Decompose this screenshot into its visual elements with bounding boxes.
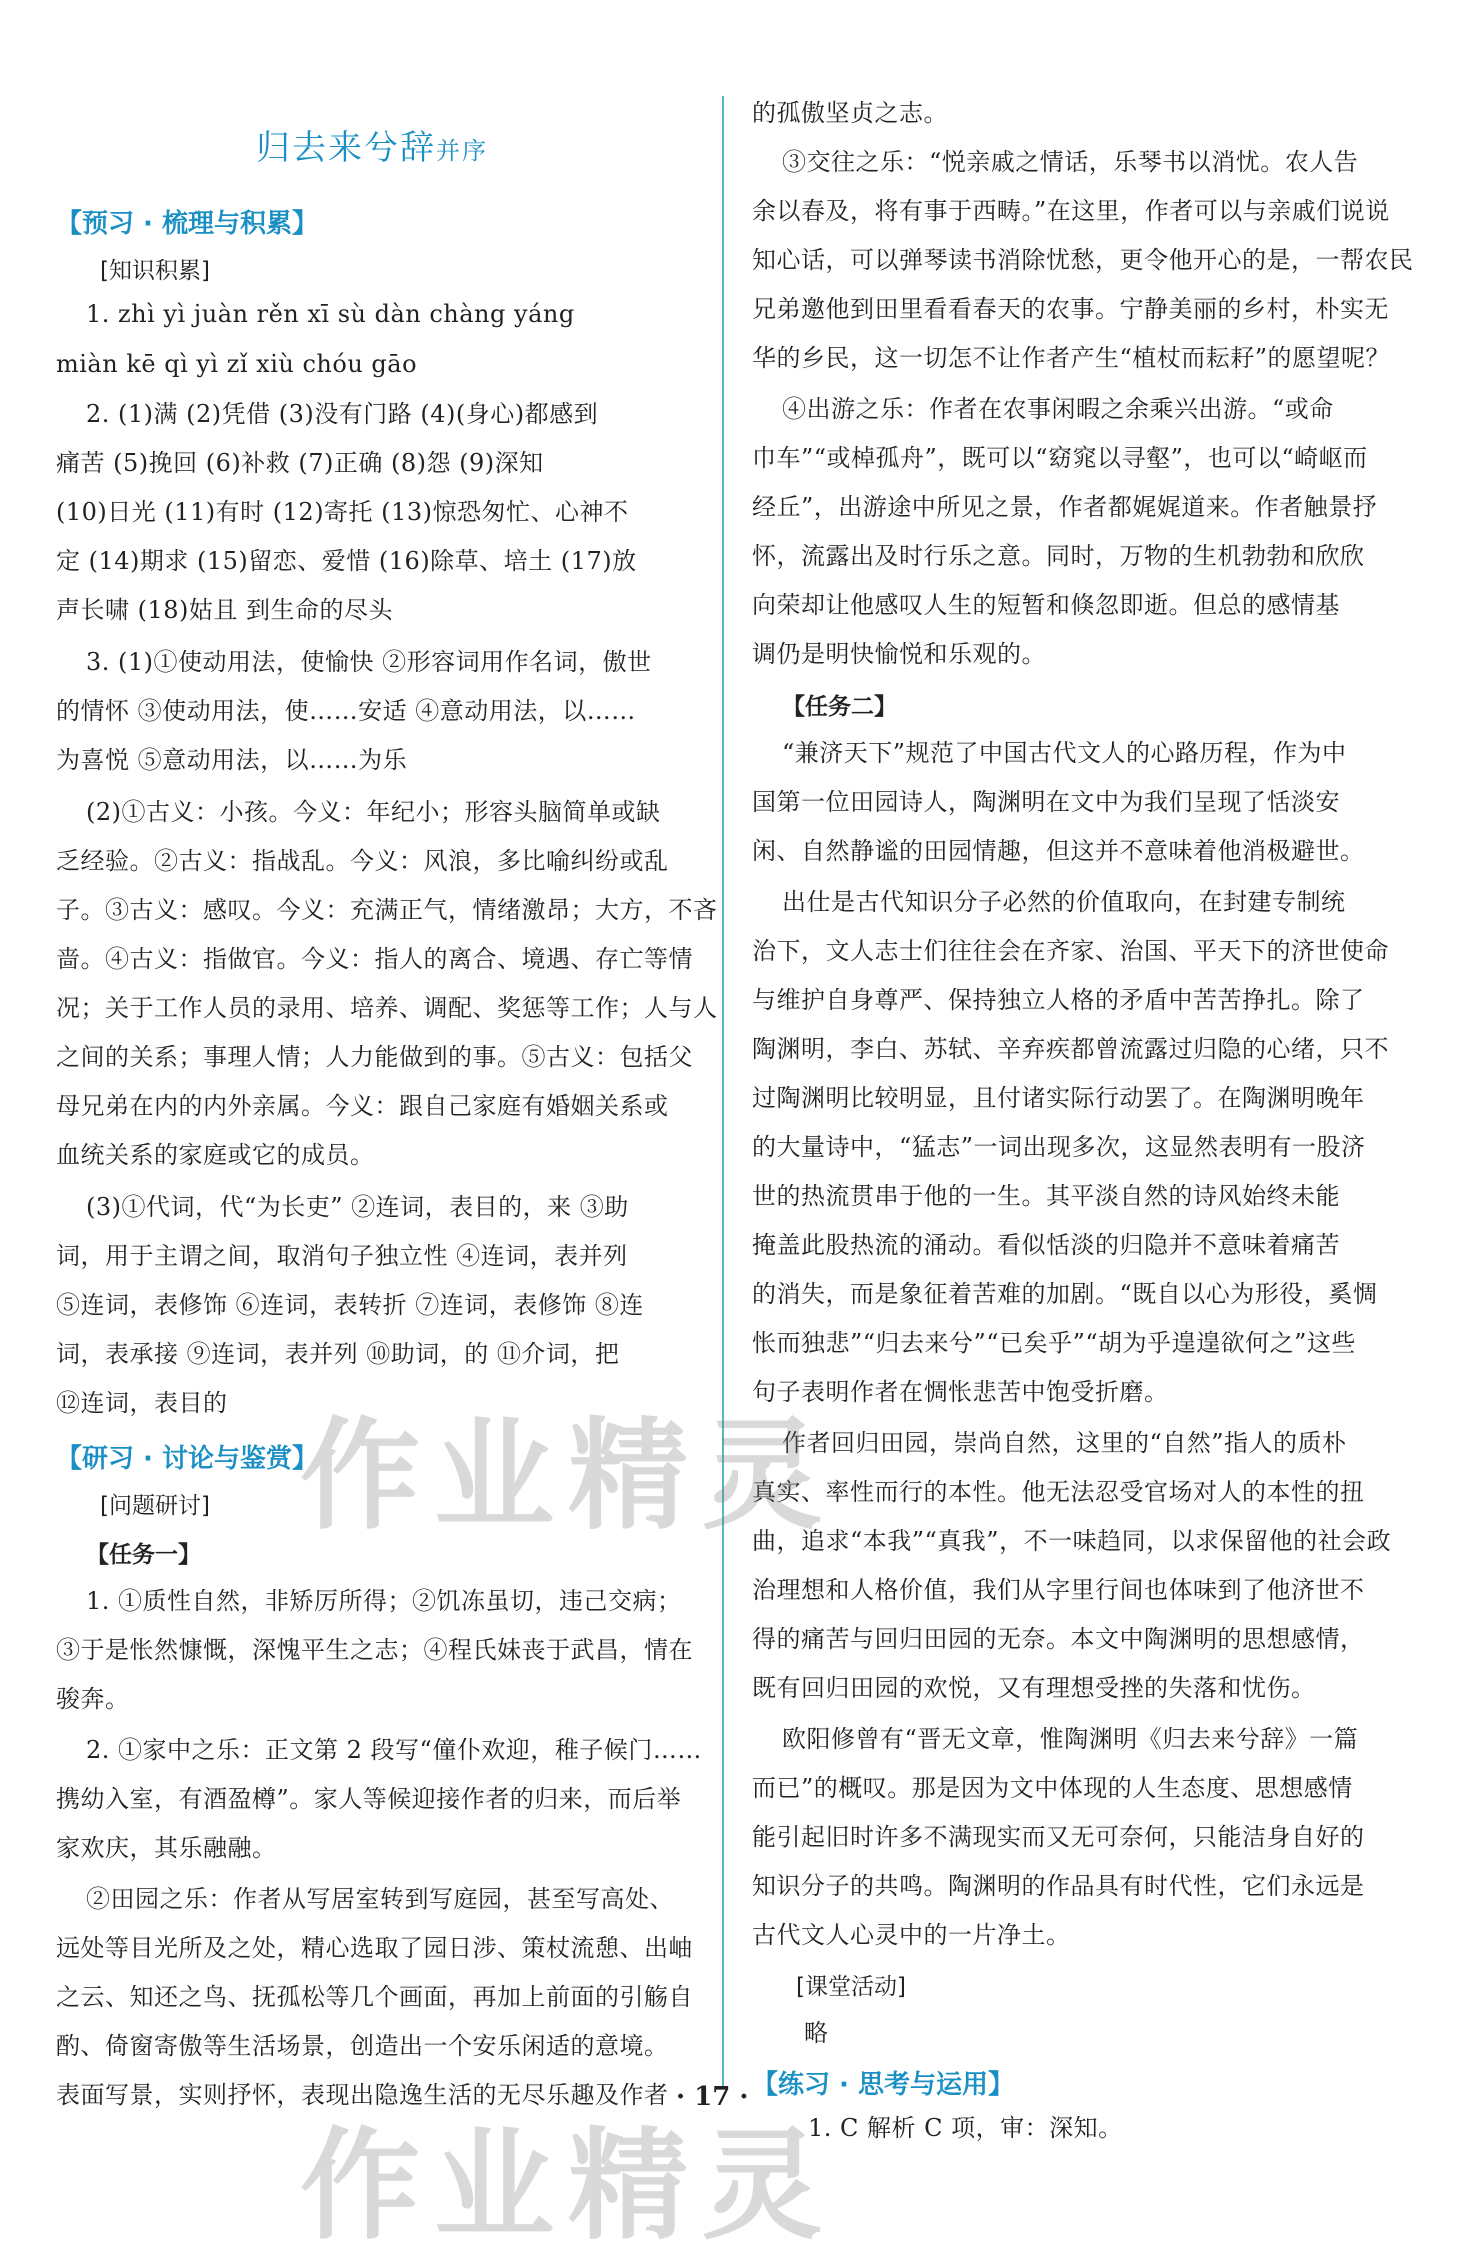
- text-line: 余以春及，将有事于西畴。”在这里，作者可以与亲戚们说说: [752, 197, 1390, 225]
- text-line: 之间的关系；事理人情；人力能做到的事。⑤古义：包括父: [56, 1043, 693, 1071]
- task-two-heading: 【任务二】: [782, 694, 897, 720]
- subheading-discussion: [问题研讨]: [100, 1493, 210, 1519]
- title-text: 归去来兮辞: [256, 128, 436, 168]
- text-line: 血统关系的家庭或它的成员。: [56, 1141, 375, 1169]
- text-line: ④出游之乐：作者在农事闲暇之余乘兴出游。“或命: [782, 395, 1334, 423]
- text-line: 兄弟邀他到田里看看春天的农事。宁静美丽的乡村，朴实无: [752, 295, 1389, 323]
- text-line: 古代文人心灵中的一片净土。: [752, 1921, 1071, 1949]
- watermark: 作业精灵: [300, 1407, 836, 1546]
- text-line: 真实、率性而行的本性。他无法忍受官场对人的本性的扭: [752, 1478, 1365, 1506]
- section-heading-preview: 【预习 · 梳理与积累】: [56, 209, 318, 239]
- text-line: ②田园之乐：作者从写居室转到写庭园，甚至写高处、: [86, 1885, 674, 1913]
- text-line: 家欢庆，其乐融融。: [56, 1834, 277, 1862]
- text-line: 3. (1)①使动用法，使愉快 ②形容词用作名词，傲世: [86, 648, 652, 676]
- text-line: 向荣却让他感叹人生的短暂和倏忽即逝。但总的感情基: [752, 591, 1340, 619]
- text-line: 词，表承接 ⑨连词，表并列 ⑩助词，的 ⑪介词，把: [56, 1340, 620, 1368]
- title-suffix: 并序: [436, 137, 488, 165]
- right-column: [752, 0, 1414, 2216]
- text-line: 经丘”，出游途中所见之景，作者都娓娓道来。作者触景抒: [752, 493, 1378, 521]
- text-line: 调仍是明快愉悦和乐观的。: [752, 640, 1046, 668]
- text-line: 的孤傲坚贞之志。: [752, 99, 948, 127]
- text-line: 声长啸 (18)姑且 到生命的尽头: [56, 596, 394, 624]
- text-line: 作者回归田园，崇尚自然，这里的“自然”指人的质朴: [782, 1429, 1347, 1457]
- text-line: 华的乡民，这一切怎不让作者产生“植杖而耘耔”的愿望呢？: [752, 344, 1391, 372]
- left-column: [56, 0, 718, 2216]
- task-one-heading: 【任务一】: [86, 1542, 201, 1568]
- text-line: (2)①古义：小孩。今义：年纪小；形容头脑简单或缺: [86, 798, 661, 826]
- text-line: 怀，流露出及时行乐之意。同时，万物的生机勃勃和欣欣: [752, 542, 1365, 570]
- text-line: 痛苦 (5)挽回 (6)补救 (7)正确 (8)怨 (9)深知: [56, 449, 544, 477]
- text-line: 啬。④古义：指做官。今义：指人的离合、境遇、存亡等情: [56, 945, 693, 973]
- text-line: 的消失，而是象征着苦难的加剧。“既自以心为形役，奚惆: [752, 1280, 1378, 1308]
- text-line: 携幼入室，有酒盈樽”。家人等候迎接作者的归来，而后举: [56, 1785, 682, 1813]
- text-line: 母兄弟在内的内外亲属。今义：跟自己家庭有婚姻关系或: [56, 1092, 669, 1120]
- text-line: 2. (1)满 (2)凭借 (3)没有门路 (4)(身心)都感到: [86, 400, 599, 428]
- column-divider: [722, 96, 724, 2086]
- text-line: 既有回归田园的欢悦，又有理想受挫的失落和忧伤。: [752, 1674, 1316, 1702]
- text-line: ③于是怅然慷慨，深愧平生之志；④程氏妹丧于武昌，情在: [56, 1636, 693, 1664]
- text-line: 句子表明作者在惆怅悲苦中饱受折磨。: [752, 1378, 1169, 1406]
- text-line: 乏经验。②古义：指战乱。今义：风浪，多比喻纠纷或乱: [56, 847, 669, 875]
- subheading-knowledge: [知识积累]: [100, 258, 210, 284]
- text-line: ③交往之乐：“悦亲戚之情话，乐琴书以消忧。农人告: [782, 148, 1359, 176]
- text-line: 国第一位田园诗人，陶渊明在文中为我们呈现了恬淡安: [752, 788, 1340, 816]
- text-line: 略: [804, 2019, 829, 2047]
- text-line: 子。③古义：感叹。今义：充满正气，情绪激昂；大方，不吝: [56, 896, 718, 924]
- text-line: “兼济天下”规范了中国古代文人的心路历程，作为中: [782, 739, 1347, 767]
- text-line: 词，用于主谓之间，取消句子独立性 ④连词，表并列: [56, 1242, 628, 1270]
- text-line: 过陶渊明比较明显，且付诸实际行动罢了。在陶渊明晚年: [752, 1084, 1365, 1112]
- section-heading-study: 【研习 · 讨论与鉴赏】: [56, 1444, 318, 1474]
- text-line: miàn kē qì yì zǐ xiù chóu gāo: [56, 350, 418, 378]
- text-line: 掩盖此股热流的涌动。看似恬淡的归隐并不意味着痛苦: [752, 1231, 1340, 1259]
- text-line: 怅而独悲”“归去来兮”“已矣乎”“胡为乎遑遑欲何之”这些: [752, 1329, 1356, 1357]
- text-line: ⑫连词，表目的: [56, 1389, 228, 1417]
- text-line: 1. zhì yì juàn rěn xī sù dàn chàng yáng: [86, 300, 575, 328]
- text-line: 曲，追求“本我”“真我”，不一味趋同，以求保留他的社会政: [752, 1527, 1392, 1555]
- text-line: 2. ①家中之乐：正文第 2 段写“僮仆欢迎，稚子候门……: [86, 1736, 702, 1764]
- text-line: 治理想和人格价值，我们从字里行间也体味到了他济世不: [752, 1576, 1365, 1604]
- text-line: 出仕是古代知识分子必然的价值取向，在封建专制统: [782, 888, 1346, 916]
- section-heading-practice: 【练习 · 思考与运用】: [752, 2070, 1014, 2100]
- text-line: 闲、自然静谧的田园情趣，但这并不意味着他消极避世。: [752, 837, 1365, 865]
- page-title: [256, 120, 488, 169]
- text-line: 表面写景，实则抒怀，表现出隐逸生活的无尽乐趣及作者: [56, 2081, 669, 2109]
- watermark: 作业精灵: [300, 2117, 836, 2256]
- text-line: 治下，文人志士们往往会在齐家、治国、平天下的济世使命: [752, 937, 1389, 965]
- text-line: (10)日光 (11)有时 (12)寄托 (13)惊恐匆忙、心神不: [56, 498, 629, 526]
- text-line: 得的痛苦与回归田园的无奈。本文中陶渊明的思想感情，: [752, 1625, 1365, 1653]
- subheading-class-activity: [课堂活动]: [796, 1974, 906, 2000]
- text-line: 巾车”“或棹孤舟”，既可以“窈窕以寻壑”，也可以“崎岖而: [752, 444, 1368, 472]
- text-line: 酌、倚窗寄傲等生活场景，创造出一个安乐闲适的意境。: [56, 2032, 669, 2060]
- text-line: 能引起旧时许多不满现实而又无可奈何，只能洁身自好的: [752, 1823, 1365, 1851]
- text-line: (3)①代词，代“为长吏” ②连词，表目的，来 ③助: [86, 1193, 629, 1221]
- text-line: 知心话，可以弹琴读书消除忧愁，更令他开心的是，一帮农民: [752, 246, 1414, 274]
- text-line: 为喜悦 ⑤意动用法，以……为乐: [56, 746, 408, 774]
- text-line: 的情怀 ③使动用法，使……安适 ④意动用法，以……: [56, 697, 636, 725]
- text-line: 而已”的概叹。那是因为文中体现的人生态度、思想感情: [752, 1774, 1353, 1802]
- text-line: 陶渊明，李白、苏轼、辛弃疾都曾流露过归隐的心绪，只不: [752, 1035, 1389, 1063]
- text-line: 世的热流贯串于他的一生。其平淡自然的诗风始终未能: [752, 1182, 1340, 1210]
- text-line: ⑤连词，表修饰 ⑥连词，表转折 ⑦连词，表修饰 ⑧连: [56, 1291, 644, 1319]
- text-line: 的大量诗中，“猛志”一词出现多次，这显然表明有一股济: [752, 1133, 1366, 1161]
- text-line: 之云、知还之鸟、抚孤松等几个画面，再加上前面的引觞自: [56, 1983, 693, 2011]
- text-line: 知识分子的共鸣。陶渊明的作品具有时代性，它们永远是: [752, 1872, 1365, 1900]
- text-line: 欧阳修曾有“晋无文章，惟陶渊明《归去来兮辞》一篇: [782, 1725, 1359, 1753]
- text-line: 与维护自身尊严、保持独立人格的矛盾中苦苦挣扎。除了: [752, 986, 1365, 1014]
- text-line: 定 (14)期求 (15)留恋、爱惜 (16)除草、培土 (17)放: [56, 547, 637, 575]
- text-line: 远处等目光所及之处，精心选取了园日涉、策杖流憩、出岫: [56, 1934, 693, 1962]
- text-line: 骏奔。: [56, 1685, 130, 1713]
- answer-line: 1. C 解析 C 项，审：深知。: [808, 2114, 1123, 2142]
- page-number: · 17 ·: [676, 2082, 749, 2112]
- text-line: 况；关于工作人员的录用、培养、调配、奖惩等工作；人与人: [56, 994, 718, 1022]
- text-line: 1. ①质性自然，非矫厉所得；②饥冻虽切，违己交病；: [86, 1587, 682, 1615]
